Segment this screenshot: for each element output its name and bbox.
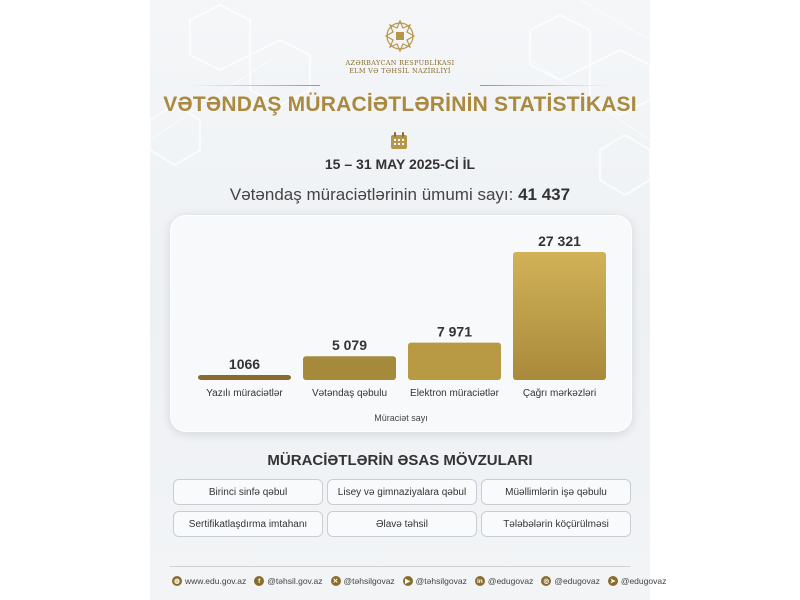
title-divider-left <box>190 85 320 86</box>
topic-chip: Tələbələrin köçürülməsi <box>481 511 631 537</box>
footer-social-links <box>172 574 674 588</box>
topic-chip: Əlavə təhsil <box>327 511 477 537</box>
telegram-icon: ➤ <box>608 576 618 586</box>
topic-chip: Lisey və gimnaziyalara qəbul <box>327 479 477 505</box>
topic-chip: Müəllimlərin işə qəbulu <box>481 479 631 505</box>
topic-chip: Birinci sinfə qəbul <box>173 479 323 505</box>
bar <box>513 252 606 380</box>
bar-chart <box>171 216 631 431</box>
page-title: VƏTƏNDAŞ MÜRACİƏTLƏRİNİN STATİSTİKASI <box>163 93 637 116</box>
category-label: Yazılı müraciətlər <box>206 388 283 399</box>
bar-chart-panel <box>170 215 632 432</box>
footer-link-telegram[interactable] <box>608 576 667 586</box>
footer-link-text: @təhsil.gov.az <box>267 576 323 586</box>
footer-link-text: @edugovaz <box>620 576 667 586</box>
facebook-icon: f <box>254 576 264 586</box>
footer-link-facebook[interactable] <box>254 576 322 586</box>
footer-link-text: @təhsilgovaz <box>343 576 395 586</box>
footer-divider <box>170 566 630 567</box>
category-label: Elektron müraciətlər <box>410 388 499 399</box>
org-name-line2: ELM VƏ TƏHSİL NAZİRLİYİ <box>349 67 451 75</box>
title-divider-right <box>480 85 610 86</box>
calendar-icon <box>389 131 409 151</box>
footer-link-text: www.edu.gov.az <box>185 576 247 586</box>
footer-link-linkedin[interactable] <box>475 576 534 586</box>
youtube-icon: ▶ <box>403 576 413 586</box>
footer-link-youtube[interactable] <box>403 576 467 586</box>
bar-value-label: 7 971 <box>436 323 473 340</box>
bar <box>198 375 291 380</box>
org-name-line1: AZƏRBAYCAN RESPUBLİKASI <box>345 59 455 67</box>
bar <box>408 343 501 380</box>
bar-value-label: 1066 <box>228 356 261 373</box>
globe-icon: ◍ <box>172 576 182 586</box>
topics-title: MÜRACİƏTLƏRİN ƏSAS MÖVZULARI <box>267 452 533 469</box>
footer-link-text: @edugovaz <box>554 576 600 586</box>
total-value: 41 437 <box>518 185 571 204</box>
bar <box>303 356 396 380</box>
category-label: Çağrı mərkəzləri <box>522 388 597 399</box>
category-label: Vətəndaş qəbulu <box>311 388 388 399</box>
instagram-icon: ◎ <box>541 576 551 586</box>
bar-value-label: 5 079 <box>331 337 368 354</box>
linkedin-icon: in <box>475 576 485 586</box>
footer-link-x[interactable] <box>331 576 395 586</box>
footer-link-text: @təhsilgovaz <box>415 576 467 586</box>
footer-link-website[interactable] <box>172 576 246 586</box>
infographic-card <box>150 0 667 600</box>
date-range: 15 – 31 MAY 2025-Cİ İL <box>324 156 476 172</box>
topic-chip: Sertifikatlaşdırma imtahanı <box>173 511 323 537</box>
footer-link-text: @edugovaz <box>487 576 534 586</box>
total-requests <box>150 185 650 205</box>
total-label: Vətəndaş müraciətlərinin ümumi sayı: <box>229 185 514 204</box>
footer-link-instagram[interactable] <box>541 576 600 586</box>
bar-value-label: 27 321 <box>538 233 581 249</box>
x-icon: ✕ <box>331 576 341 586</box>
x-axis-label: Müraciət sayı <box>374 413 428 423</box>
ministry-emblem <box>376 18 424 58</box>
